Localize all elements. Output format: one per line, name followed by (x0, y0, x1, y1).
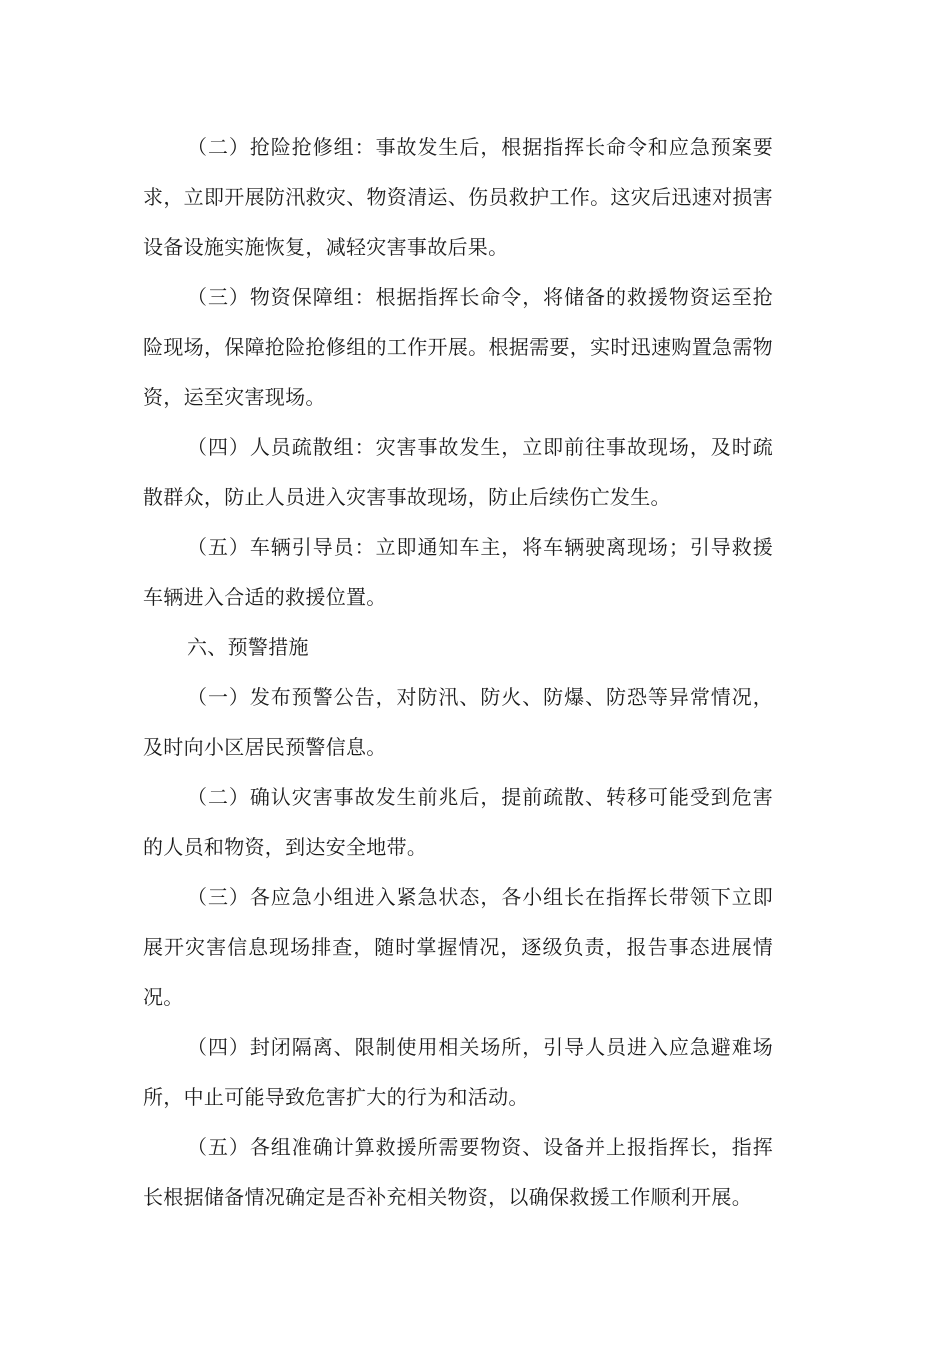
section-heading-warning-measures: 六、预警措施 (187, 635, 309, 659)
document-body (143, 122, 773, 1222)
paragraph-isolation: （四）封闭隔离、限制使用相关场所，引导人员进入应急避难场所，中止可能导致危害扩大的行为和活动。 (143, 1035, 773, 1109)
paragraph-supply-team: （三）物资保障组：根据指挥长命令，将储备的救援物资运至抢险现场，保障抢险抢修组的工作开展。根据需要，实时迅速购置急需物资，运至灾害现场。 (143, 285, 773, 409)
paragraph-evacuation-team: （四）人员疏散组：灾害事故发生，立即前往事故现场，及时疏散群众，防止人员进入灾害事故现场，防止后续伤亡发生。 (143, 435, 773, 509)
paragraph-supply-calculation: （五）各组准确计算救援所需要物资、设备并上报指挥长，指挥长根据储备情况确定是否补充相关物资，以确保救援工作顺利开展。 (143, 1135, 773, 1209)
paragraph-rescue-repair-team: （二）抢险抢修组：事故发生后，根据指挥长命令和应急预案要求，立即开展防汛救灾、物资清运、伤员救护工作。这灾后迅速对损害设备设施实施恢复，减轻灾害事故后果。 (143, 135, 773, 259)
paragraph-vehicle-guide: （五）车辆引导员：立即通知车主，将车辆驶离现场；引导救援车辆进入合适的救援位置。 (143, 535, 773, 609)
paragraph-emergency-status: （三）各应急小组进入紧急状态，各小组长在指挥长带领下立即展开灾害信息现场排查，随时掌握情况，逐级负责，报告事态进展情况。 (143, 885, 773, 1009)
paragraph-evacuation-advance: （二）确认灾害事故发生前兆后，提前疏散、转移可能受到危害的人员和物资，到达安全地带。 (143, 785, 773, 859)
paragraph-warning-notice: （一）发布预警公告，对防汛、防火、防爆、防恐等异常情况，及时向小区居民预警信息。 (143, 685, 773, 759)
